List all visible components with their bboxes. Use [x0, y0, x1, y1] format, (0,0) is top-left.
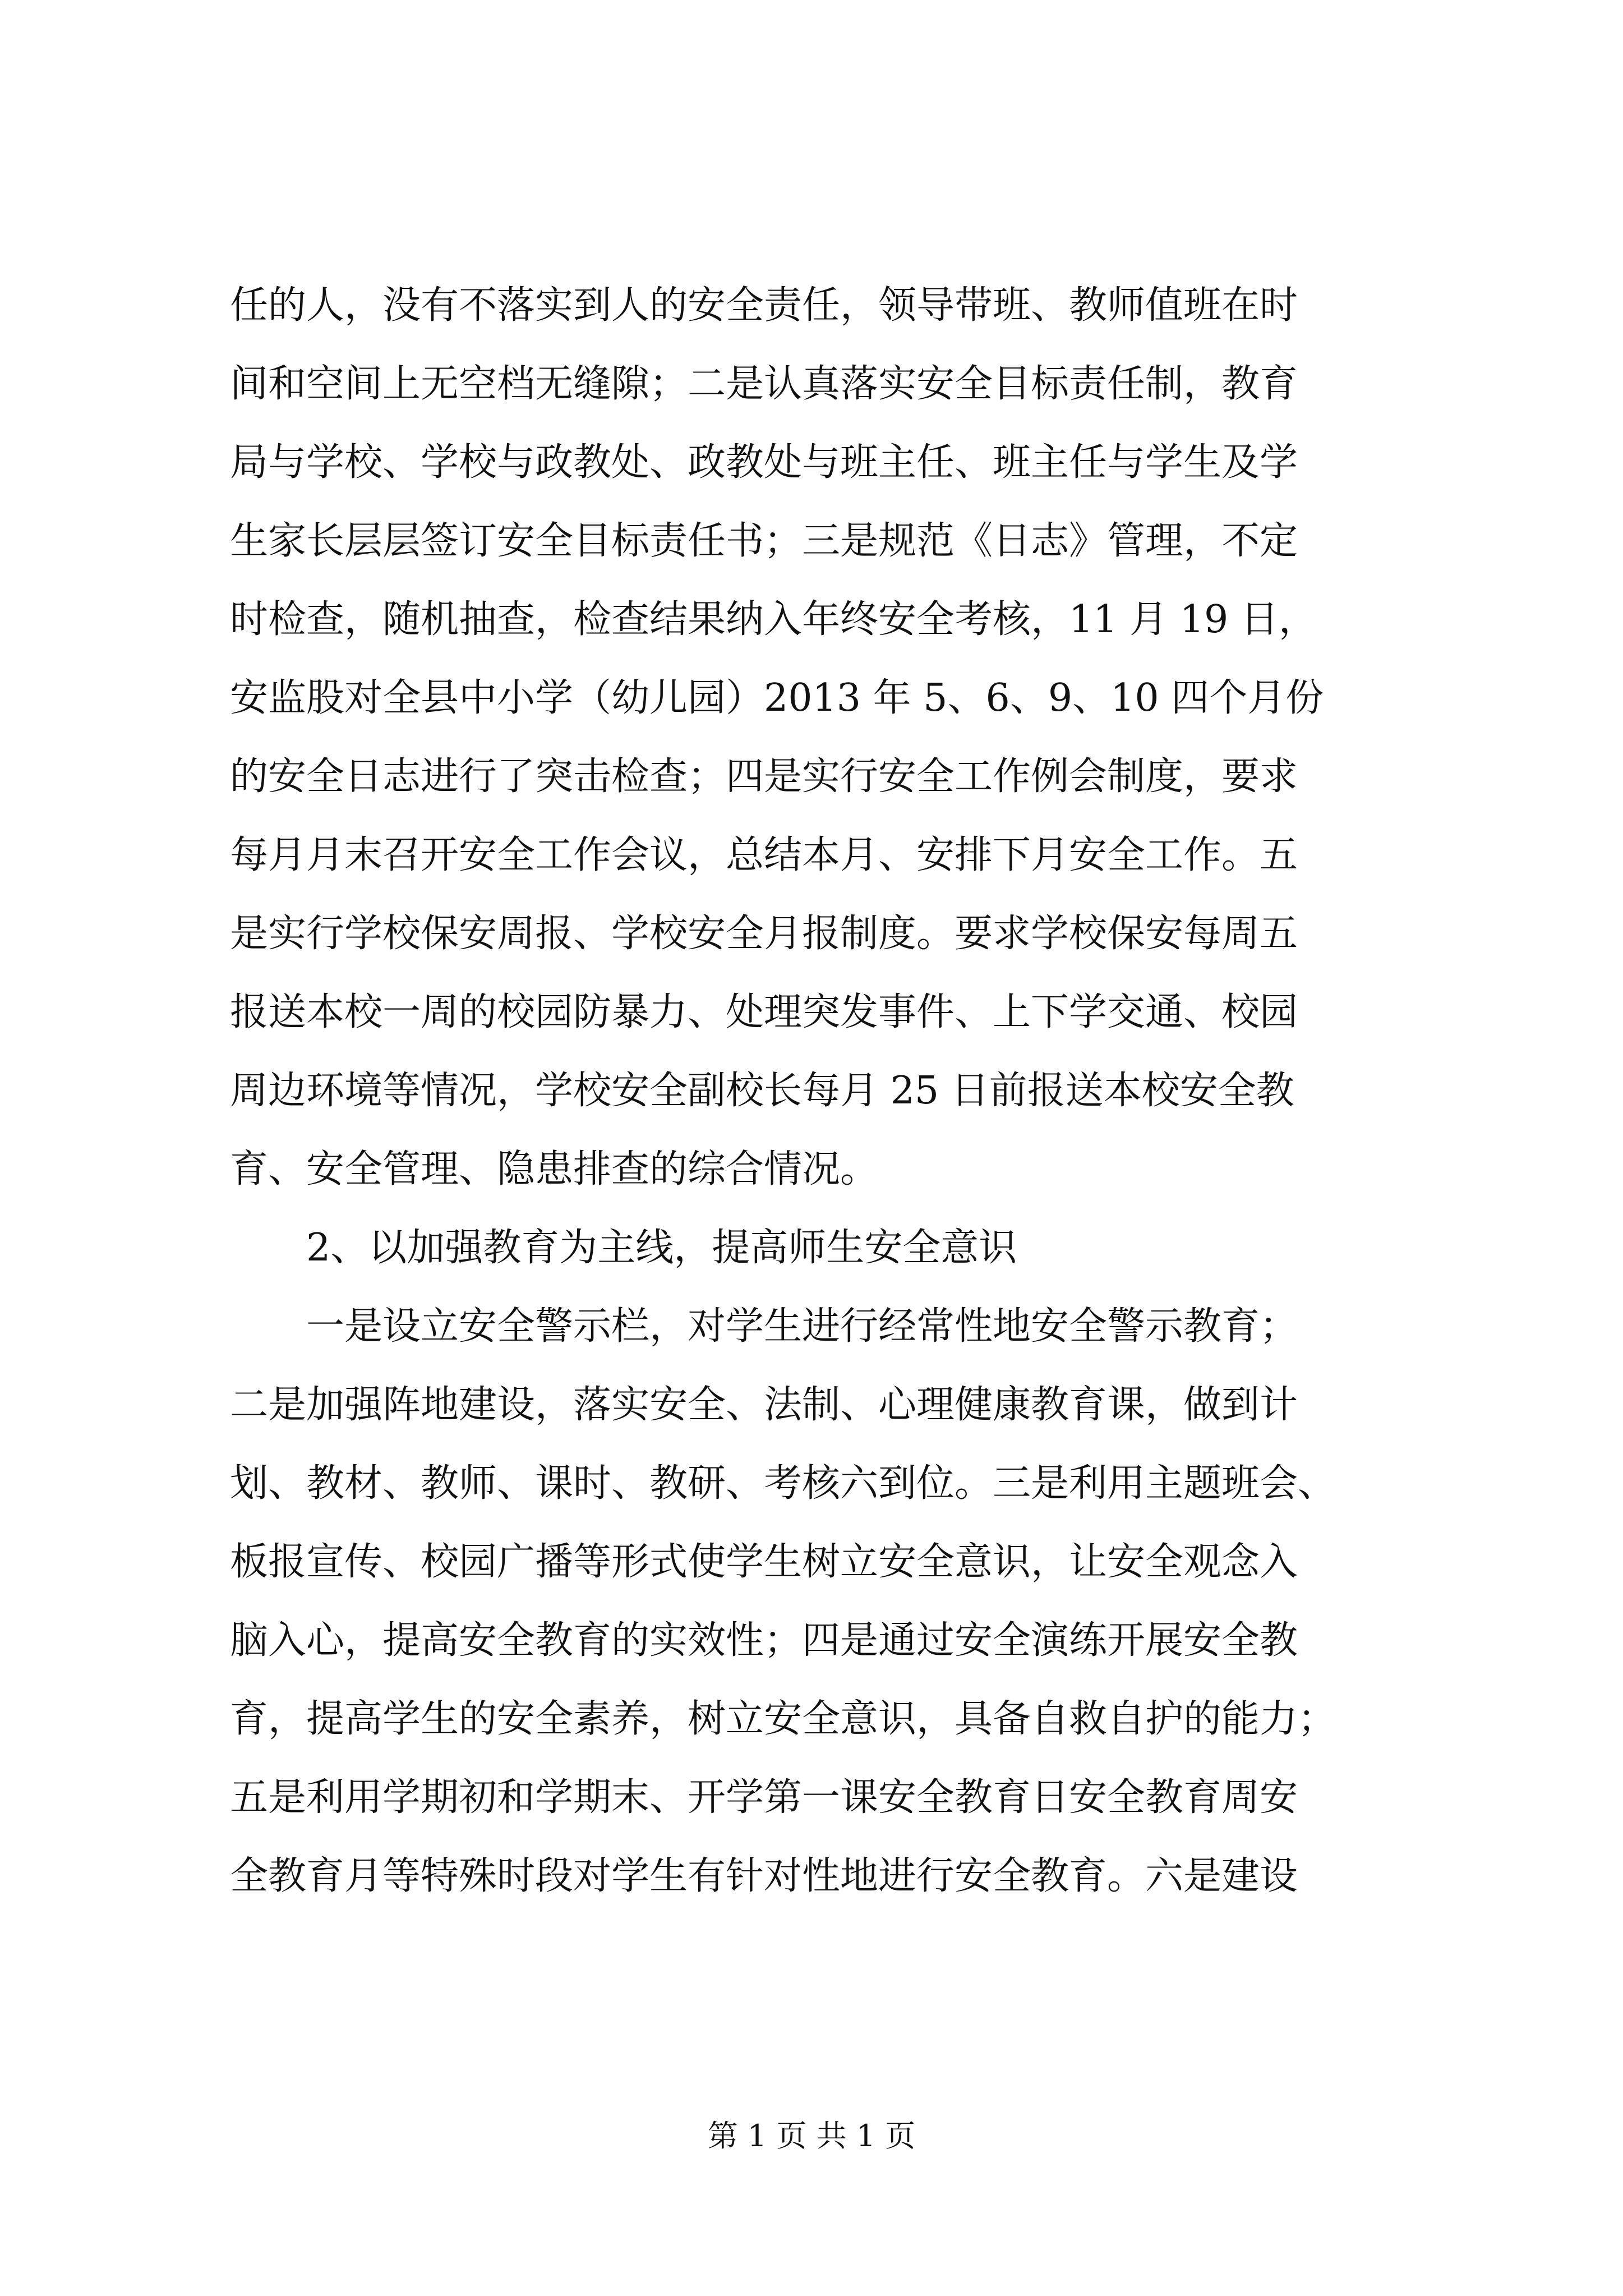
- text-line: 每月月末召开安全工作会议，总结本月、安排下月安全工作。五: [230, 833, 1298, 877]
- text-line: 脑入心，提高安全教育的实效性；四是通过安全演练开展安全教: [230, 1618, 1298, 1663]
- page-number-footer: 第 1 页 共 1 页: [707, 2118, 916, 2154]
- text-line: 局与学校、学校与政教处、政教处与班主任、班主任与学生及学: [230, 440, 1298, 485]
- text-line: 五是利用学期初和学期末、开学第一课安全教育日安全教育周安: [230, 1775, 1298, 1820]
- text-line: 是实行学校保安周报、学校安全月报制度。要求学校保安每周五: [230, 912, 1298, 956]
- text-line: 的安全日志进行了突击检查；四是实行安全工作例会制度，要求: [230, 754, 1298, 799]
- text-line: 育，提高学生的安全素养，树立安全意识，具备自救自护的能力；: [230, 1697, 1336, 1741]
- text-line: 划、教材、教师、课时、教研、考核六到位。三是利用主题班会、: [230, 1461, 1336, 1506]
- text-line: 任的人，没有不落实到人的安全责任，领导带班、教师值班在时: [230, 283, 1298, 328]
- text-line: 安监股对全县中小学（幼儿园）2013 年 5、6、9、10 四个月份: [230, 676, 1324, 720]
- text-line: 间和空间上无空档无缝隙；二是认真落实安全目标责任制，教育: [230, 362, 1298, 406]
- section-heading: 2、以加强教育为主线，提高师生安全意识: [306, 1226, 1017, 1270]
- text-line: 报送本校一周的校园防暴力、处理突发事件、上下学交通、校园: [230, 990, 1298, 1034]
- text-line: 一是设立安全警示栏，对学生进行经常性地安全警示教育；: [306, 1304, 1298, 1349]
- text-line: 全教育月等特殊时段对学生有针对性地进行安全教育。六是建设: [230, 1854, 1298, 1898]
- text-line: 二是加强阵地建设，落实安全、法制、心理健康教育课，做到计: [230, 1383, 1298, 1427]
- text-line: 时检查，随机抽查，检查结果纳入年终安全考核，11 月 19 日，: [230, 597, 1317, 642]
- text-line: 周边环境等情况，学校安全副校长每月 25 日前报送本校安全教: [230, 1069, 1294, 1113]
- text-line: 生家长层层签订安全目标责任书；三是规范《日志》管理，不定: [230, 519, 1298, 563]
- text-line: 板报宣传、校园广播等形式使学生树立安全意识，让安全观念入: [230, 1540, 1298, 1584]
- text-line: 育、安全管理、隐患排查的综合情况。: [230, 1147, 879, 1191]
